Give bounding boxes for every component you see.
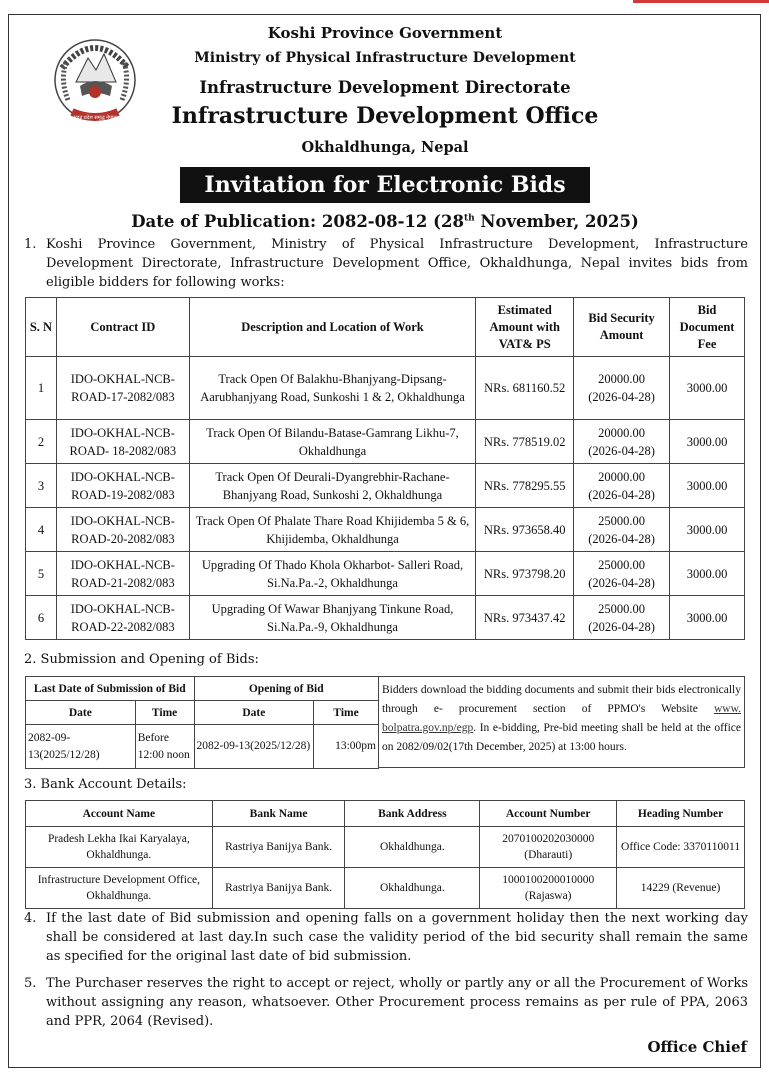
row-description: Upgrading Of Thado Khola Okharbot- Salleri Road, Si.Na.Pa.-2, Okhaldhunga <box>189 552 476 596</box>
row-sn: 1 <box>26 357 57 420</box>
col-document-fee: Bid Document Fee <box>670 298 745 357</box>
head-last-date-submission: Last Date of Submission of Bid <box>26 677 195 701</box>
row-bid-security: 25000.00 (2026-04-28) <box>574 508 670 552</box>
row-document-fee: 3000.00 <box>670 357 745 420</box>
submission-table <box>25 676 379 769</box>
row-bid-security: 25000.00 (2026-04-28) <box>574 596 670 640</box>
row-sn: 6 <box>26 596 57 640</box>
row-document-fee: 3000.00 <box>670 596 745 640</box>
table-row <box>26 357 745 420</box>
header-province: Koshi Province Government <box>267 24 503 42</box>
row-bid-security: 25000.00 (2026-04-28) <box>574 552 670 596</box>
row-bid-security: 20000.00 (2026-04-28) <box>574 357 670 420</box>
row-sn: 2 <box>26 420 57 464</box>
section-3-title: 3. Bank Account Details: <box>24 777 187 792</box>
row-bank-address: Okhaldhunga. <box>345 827 480 868</box>
opening-time: 13:00pm <box>314 725 379 769</box>
row-estimated-amount: NRs. 778295.55 <box>476 464 574 508</box>
row-account-name: Pradesh Lekha Ikai Karyalaya, Okhaldhunga. <box>26 827 213 868</box>
head-date: Date <box>26 701 136 725</box>
row-estimated-amount: NRs. 973437.42 <box>476 596 574 640</box>
row-description: Upgrading Of Wawar Bhanjyang Tinkune Road, Si.Na.Pa.-9, Okhaldhunga <box>189 596 476 640</box>
col-account-name: Account Name <box>26 801 213 827</box>
clause-5: 5. The Purchaser reserves the right to accept or reject, wholly or partly any or all the Procurement of Works without assigning any reason, whatsoever. Other Procurement process remains as per rule of PPA, 2063 and PPR, 2064 (Revised). <box>24 976 748 1029</box>
row-bid-security: 20000.00 (2026-04-28) <box>574 464 670 508</box>
works-table-header <box>26 298 745 357</box>
header-ministry: Ministry of Physical Infrastructure Development <box>194 50 576 66</box>
works-table <box>25 297 745 640</box>
opening-date: 2082-09-13(2025/12/28) <box>194 725 314 769</box>
row-contract-id: IDO-OKHAL-NCB-ROAD-19-2082/083 <box>56 464 189 508</box>
row-bank-name: Rastriya Banijya Bank. <box>212 868 345 909</box>
top-accent-bar <box>633 0 769 3</box>
col-account-number: Account Number <box>480 801 617 827</box>
clause-4: 4. If the last date of Bid submission and opening falls on a government holiday then the next working day shall be considered at last day.In such case the validity period of the bid security shall remain the same as specified for the original last date of bid submission. <box>24 911 748 964</box>
col-heading-number: Heading Number <box>617 801 745 827</box>
row-account-name: Infrastructure Development Office, Okhaldhunga. <box>26 868 213 909</box>
notice-title-banner: Invitation for Electronic Bids <box>180 167 590 203</box>
row-estimated-amount: NRs. 973658.40 <box>476 508 574 552</box>
row-sn: 5 <box>26 552 57 596</box>
table-row <box>26 552 745 596</box>
table-row <box>26 464 745 508</box>
row-description: Track Open Of Phalate Thare Road Khijidemba 5 & 6, Khijidemba, Okhaldhunga <box>189 508 476 552</box>
head-time: Time <box>135 701 194 725</box>
row-document-fee: 3000.00 <box>670 420 745 464</box>
row-account-number: 2070100202030000 (Dharauti) <box>480 827 617 868</box>
header-directorate: Infrastructure Development Directorate <box>199 78 571 97</box>
col-contract-id: Contract ID <box>56 298 189 357</box>
clause-1: 1. Koshi Province Government, Ministry of Physical Infrastructure Development, Infrastructure Development Directorate, Infrastructure Development Office, Okhaldhunga, Nepal invites bids from eligible bidders for following works: <box>24 237 748 290</box>
row-estimated-amount: NRs. 681160.52 <box>476 357 574 420</box>
row-document-fee: 3000.00 <box>670 508 745 552</box>
table-row <box>26 508 745 552</box>
row-contract-id: IDO-OKHAL-NCB-ROAD-20-2082/083 <box>56 508 189 552</box>
row-sn: 4 <box>26 508 57 552</box>
last-submission-time: Before 12:00 noon <box>135 725 194 769</box>
row-contract-id: IDO-OKHAL-NCB-ROAD-21-2082/083 <box>56 552 189 596</box>
section-2-title: 2. Submission and Opening of Bids: <box>24 652 259 667</box>
col-sn: S. N <box>26 298 57 357</box>
header-location: Okhaldhunga, Nepal <box>301 139 469 156</box>
row-bank-address: Okhaldhunga. <box>345 868 480 909</box>
table-row <box>26 827 745 868</box>
col-bank-address: Bank Address <box>345 801 480 827</box>
row-document-fee: 3000.00 <box>670 552 745 596</box>
row-estimated-amount: NRs. 778519.02 <box>476 420 574 464</box>
row-contract-id: IDO-OKHAL-NCB-ROAD-17-2082/083 <box>56 357 189 420</box>
row-document-fee: 3000.00 <box>670 464 745 508</box>
row-heading-number: Office Code: 3370110011 <box>617 827 745 868</box>
row-bid-security: 20000.00 (2026-04-28) <box>574 420 670 464</box>
nepal-government-emblem <box>50 30 140 138</box>
table-row <box>26 420 745 464</box>
publication-date: Date of Publication: 2082-08-12 (28th November, 2025) <box>131 212 639 231</box>
row-description: Track Open Of Deurali-Dyangrebhir-Rachane-Bhanjyang Road, Sunkoshi 2, Okhaldhunga <box>189 464 476 508</box>
table-row <box>26 596 745 640</box>
row-heading-number: 14229 (Revenue) <box>617 868 745 909</box>
emblem-motto: सुदृढ प्रदेश समृद्ध नेपाल <box>73 115 117 121</box>
table-row <box>26 868 745 909</box>
col-description: Description and Location of Work <box>189 298 476 357</box>
last-submission-date: 2082-09-13(2025/12/28) <box>26 725 136 769</box>
submission-note: Bidders download the bidding documents and submit their bids electronically through e- procurement section of PPMO's Website www. bolpatra.gov.np/egp. In e-bidding, Pre-bid meeting shall be held at the office on 2082/09/02(17th December, 2025) at 13:00 hours. <box>379 676 745 768</box>
row-account-number: 1000100200010000 (Rajaswa) <box>480 868 617 909</box>
row-estimated-amount: NRs. 973798.20 <box>476 552 574 596</box>
row-description: Track Open Of Balakhu-Bhanjyang-Dipsang-Aarubhanjyang Road, Sunkoshi 1 & 2, Okhaldhunga <box>189 357 476 420</box>
head-time: Time <box>314 701 379 725</box>
row-sn: 3 <box>26 464 57 508</box>
col-bid-security: Bid Security Amount <box>574 298 670 357</box>
head-date: Date <box>194 701 314 725</box>
row-contract-id: IDO-OKHAL-NCB-ROAD-22-2082/083 <box>56 596 189 640</box>
header-office: Infrastructure Development Office <box>171 103 599 129</box>
col-bank-name: Bank Name <box>212 801 345 827</box>
row-description: Track Open Of Bilandu-Batase-Gamrang Likhu-7, Okhaldhunga <box>189 420 476 464</box>
row-contract-id: IDO-OKHAL-NCB-ROAD- 18-2082/083 <box>56 420 189 464</box>
row-bank-name: Rastriya Banijya Bank. <box>212 827 345 868</box>
col-estimated-amount: Estimated Amount with VAT& PS <box>476 298 574 357</box>
bolpatra-link[interactable]: www. bolpatra.gov.np/egp <box>382 703 741 734</box>
head-opening-of-bid: Opening of Bid <box>194 677 379 701</box>
bank-table <box>25 800 745 909</box>
signature-office-chief: Office Chief <box>647 1038 747 1056</box>
